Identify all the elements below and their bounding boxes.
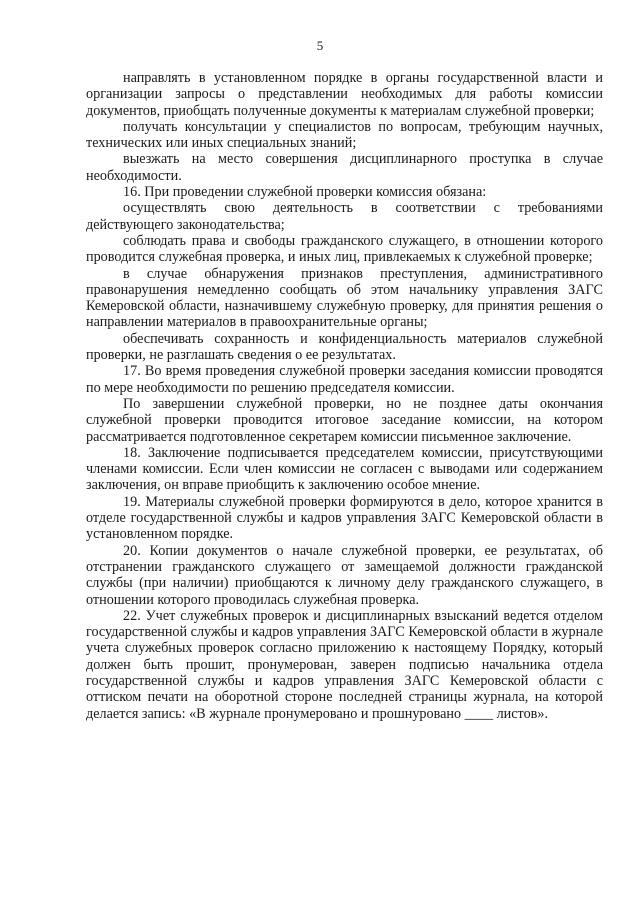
- paragraph: 18. Заключение подписывается председателем комиссии, присутствующими членами комиссии. Если член комиссии не согласен с выводами или содержанием заключения, он вправе приобщить к заключению особое мнение.: [86, 444, 603, 494]
- paragraph: соблюдать права и свободы гражданского служащего, в отношении которого проводится служебная проверка, и иных лиц, привлекаемых к служебной проверке;: [86, 232, 603, 266]
- paragraph: получать консультации у специалистов по вопросам, требующим научных, технических или иных специальных знаний;: [86, 118, 603, 152]
- paragraph: осуществлять свою деятельность в соответствии с требованиями действующего законодательства;: [86, 200, 603, 233]
- paragraph: 17. Во время проведения служебной проверки заседания комиссии проводятся по мере необходимости по решению председателя комиссии.: [86, 363, 603, 396]
- paragraph: По завершении служебной проверки, но не позднее даты окончания служебной проверки проводится итоговое заседание комиссии, на котором рассматривается подготовленное секретарем комиссии письменное заключение.: [86, 395, 603, 445]
- paragraph: 22. Учет служебных проверок и дисциплинарных взысканий ведется отделом государственной службы и кадров управления ЗАГС Кемеровской области в журнале учета служебных проверок согласно приложению к настоящему Порядку, который должен быть прошит, пронумерован, заверен подписью начальника отдела государственной службы и кадров управления ЗАГС Кемеровской области с оттиском печати на оборотной стороне последней страницы журнала, на которой делается запись: «В журнале пронумеровано и прошнуровано ____ листов».: [86, 607, 603, 722]
- paragraph: в случае обнаружения признаков преступления, административного правонарушения немедленно сообщать об этом начальнику управления ЗАГС Кемеровской области, назначившему служебную проверку, для принятия решения о направлении материалов в правоохранительные органы;: [86, 265, 603, 331]
- paragraph: обеспечивать сохранность и конфиденциальность материалов служебной проверки, не разглашать сведения о ее результатах.: [86, 330, 603, 364]
- paragraph: 19. Материалы служебной проверки формируются в дело, которое хранится в отделе государственной службы и кадров управления ЗАГС Кемеровской области в установленном порядке.: [86, 493, 603, 543]
- page-number: 5: [316, 38, 324, 53]
- paragraph: выезжать на место совершения дисциплинарного проступка в случае необходимости.: [86, 151, 603, 184]
- paragraph: направлять в установленном порядке в органы государственной власти и организации запросы о представлении необходимых для работы комиссии документов, приобщать полученные документы к материалам служебной проверки;: [86, 70, 603, 119]
- paragraph: 16. При проведении служебной проверки комиссия обязана:: [123, 184, 487, 201]
- paragraph: 20. Копии документов о начале служебной проверки, ее результатах, об отстранении гражданского служащего от замещаемой должности гражданской службы (при наличии) приобщаются к личному делу гражданского служащего, в отношении которого проводилась служебная проверка.: [86, 542, 603, 608]
- document-body: [86, 70, 603, 722]
